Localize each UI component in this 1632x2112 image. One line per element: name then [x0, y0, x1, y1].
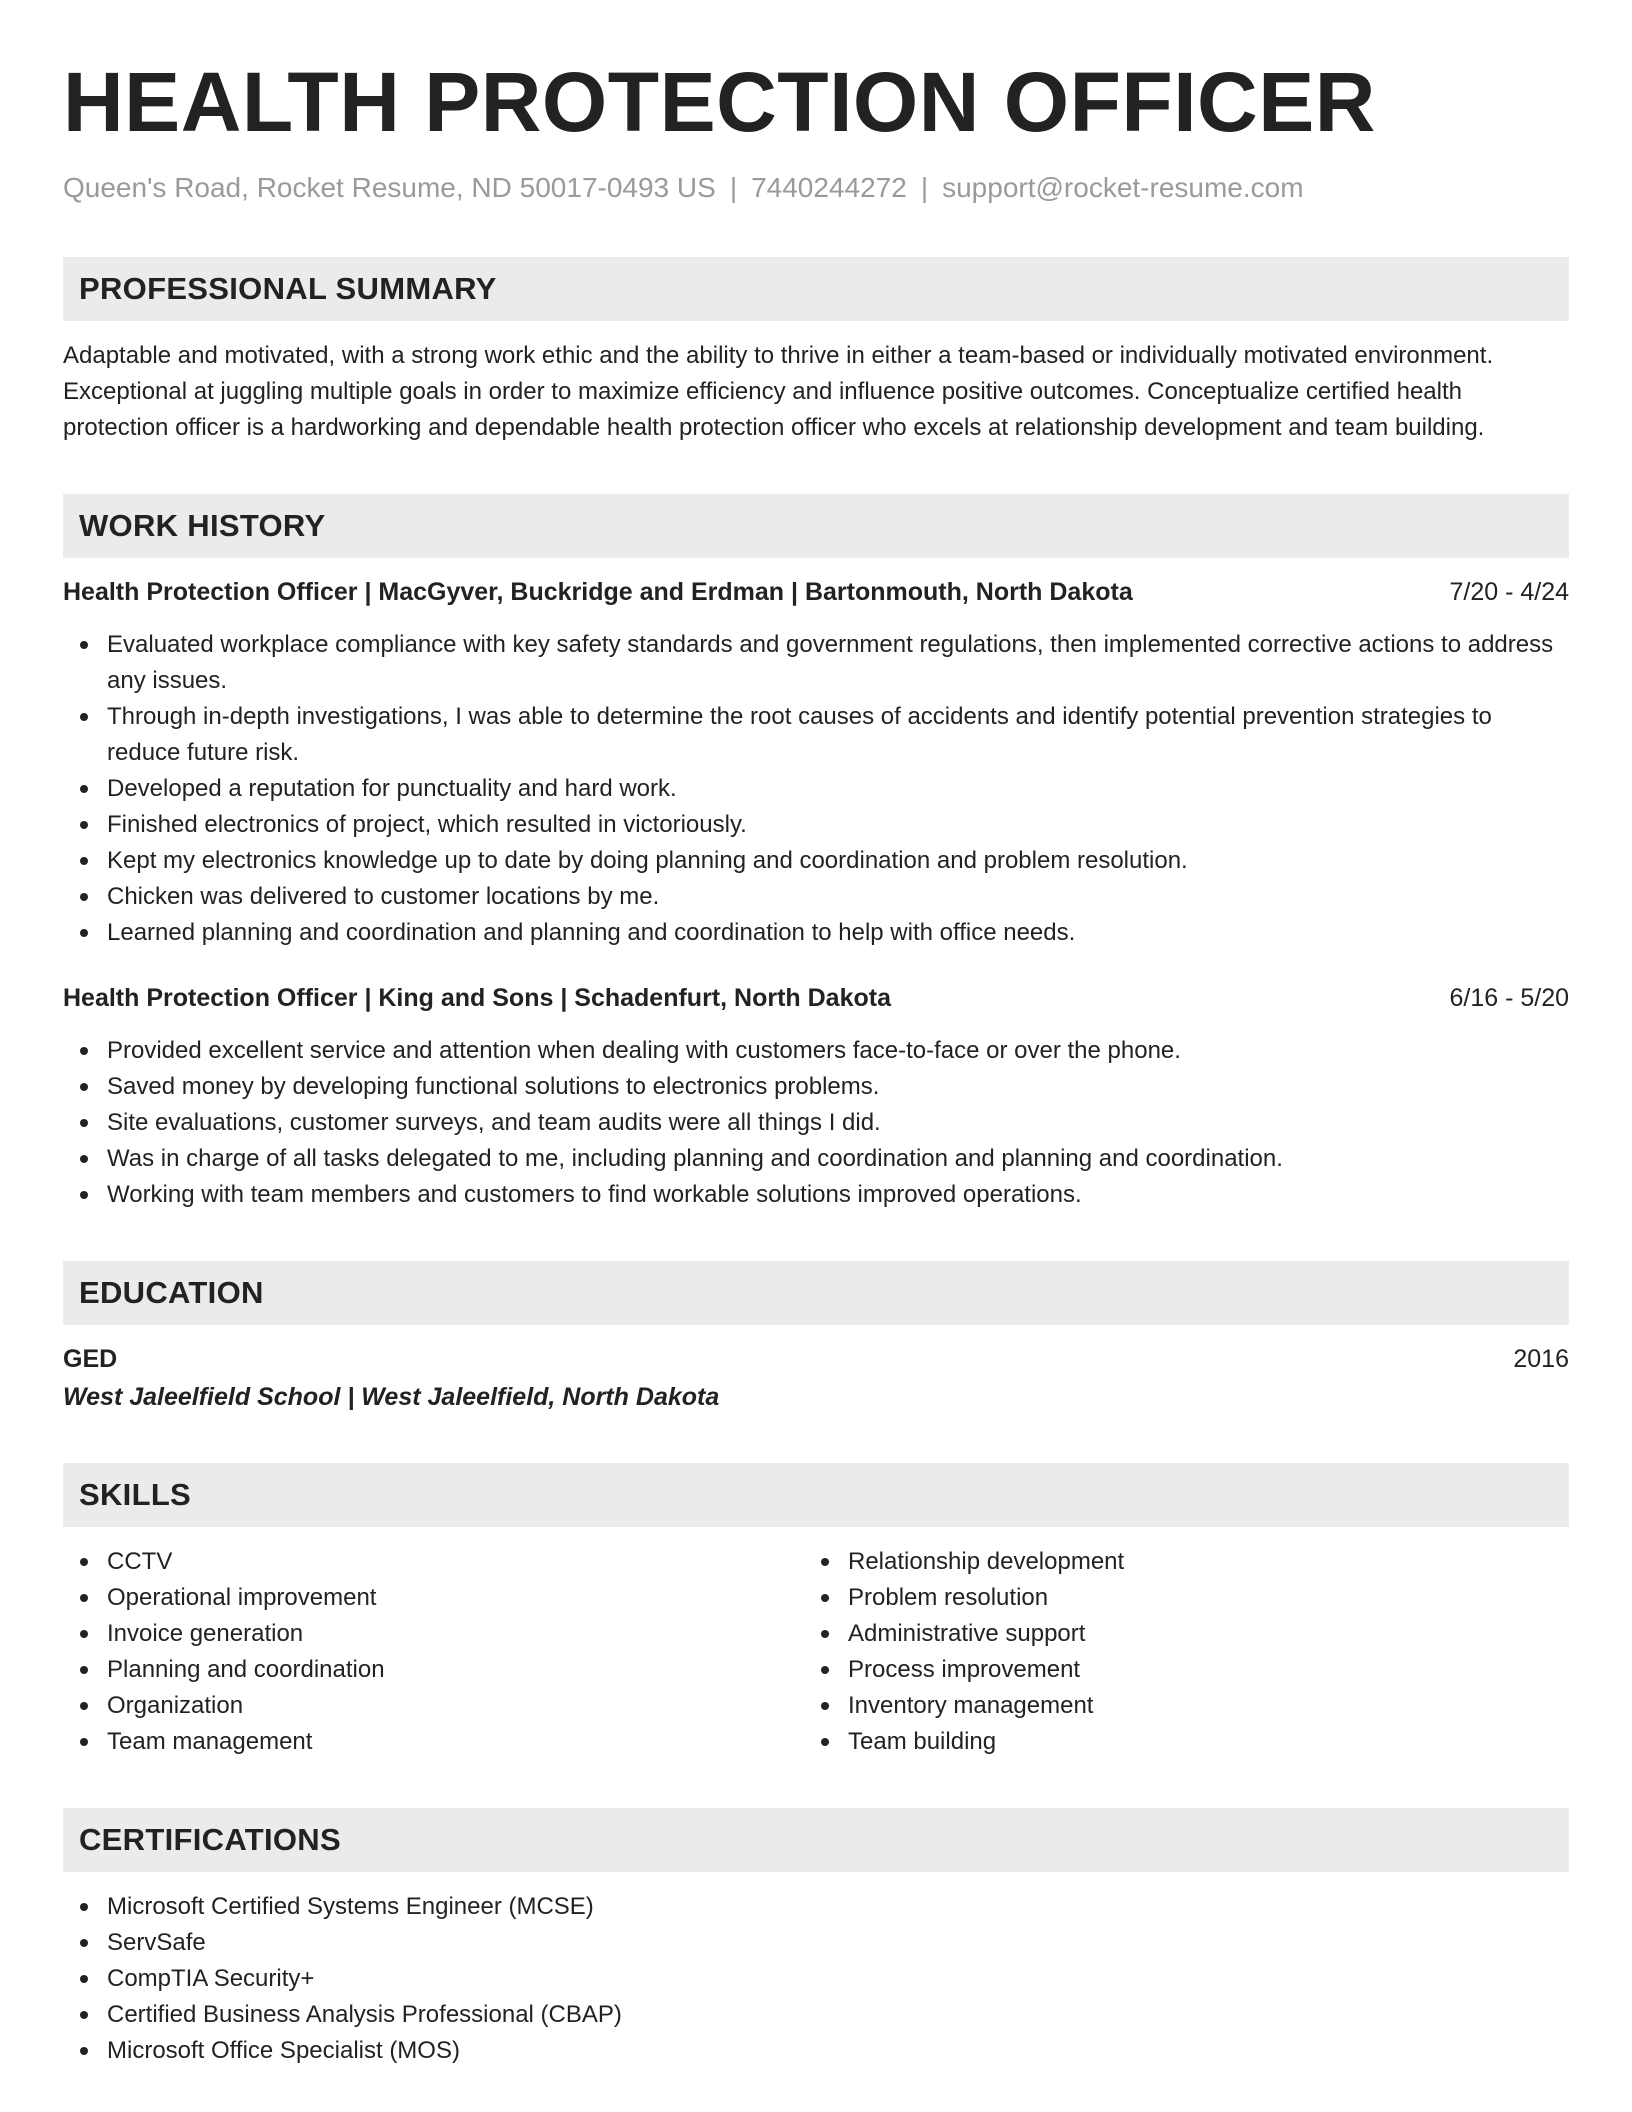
list-item: CompTIA Security+: [63, 1961, 1569, 1997]
list-item: CCTV: [63, 1544, 816, 1580]
job-title: Health Protection Officer | MacGyver, Buckridge and Erdman | Bartonmouth, North Dakota: [63, 578, 1133, 606]
job-header: [63, 574, 1569, 610]
list-item: Administrative support: [816, 1616, 1569, 1652]
job-entry: [63, 980, 1569, 1213]
list-item: Through in-depth investigations, I was able to determine the root causes of accidents and identify potential prevention strategies to reduce future risk.: [63, 699, 1569, 771]
list-item: Saved money by developing functional solutions to electronics problems.: [63, 1069, 1569, 1105]
skills-list-right: [816, 1544, 1569, 1760]
contact-separator: |: [920, 172, 929, 203]
contact-phone: 7440244272: [751, 172, 907, 203]
list-item: Provided excellent service and attention when dealing with customers face-to-face or over the phone.: [63, 1033, 1569, 1069]
list-item: Inventory management: [816, 1688, 1569, 1724]
list-item: Evaluated workplace compliance with key safety standards and government regulations, then implemented corrective actions to address any issues.: [63, 627, 1569, 699]
list-item: Kept my electronics knowledge up to date by doing planning and coordination and problem resolution.: [63, 843, 1569, 879]
section-heading-work-history: WORK HISTORY: [63, 494, 1569, 558]
education-header: [63, 1341, 1569, 1377]
list-item: Microsoft Office Specialist (MOS): [63, 2033, 1569, 2069]
skills-list-left: [63, 1544, 816, 1760]
job-dates: 7/20 - 4/24: [1449, 578, 1569, 606]
list-item: Team management: [63, 1724, 816, 1760]
job-bullet-list: [63, 627, 1569, 951]
list-item: Finished electronics of project, which resulted in victoriously.: [63, 807, 1569, 843]
section-heading-skills: SKILLS: [63, 1463, 1569, 1527]
list-item: Problem resolution: [816, 1580, 1569, 1616]
job-dates: 6/16 - 5/20: [1449, 984, 1569, 1012]
job-header: [63, 980, 1569, 1016]
section-heading-certifications: CERTIFICATIONS: [63, 1808, 1569, 1872]
list-item: Team building: [816, 1724, 1569, 1760]
contact-email: support@rocket-resume.com: [942, 172, 1304, 203]
job-entry: [63, 574, 1569, 951]
list-item: Chicken was delivered to customer locations by me.: [63, 879, 1569, 915]
summary-text: Adaptable and motivated, with a strong work ethic and the ability to thrive in either a team-based or individually motivated environment. Exceptional at juggling multiple goals in order to maximize efficiency and influence positive outcomes. Conceptualize certified health protection officer is a hardworking and dependable health protection officer who excels at relationship development and team building.: [63, 342, 1494, 441]
list-item: ServSafe: [63, 1925, 1569, 1961]
contact-separator: |: [729, 172, 738, 203]
education-degree: GED: [63, 1345, 118, 1373]
job-bullet-list: [63, 1033, 1569, 1213]
contact-line: [63, 170, 1569, 206]
skills-grid: [63, 1544, 1569, 1760]
section-heading-education: EDUCATION: [63, 1261, 1569, 1325]
contact-address: Queen's Road, Rocket Resume, ND 50017-0493 US: [63, 172, 716, 203]
list-item: Relationship development: [816, 1544, 1569, 1580]
education-year: 2016: [1513, 1345, 1569, 1373]
list-item: Invoice generation: [63, 1616, 816, 1652]
list-item: Planning and coordination: [63, 1652, 816, 1688]
certifications-list: [63, 1889, 1569, 2069]
list-item: Process improvement: [816, 1652, 1569, 1688]
list-item: Developed a reputation for punctuality and hard work.: [63, 771, 1569, 807]
list-item: Learned planning and coordination and planning and coordination to help with office needs.: [63, 915, 1569, 951]
list-item: Microsoft Certified Systems Engineer (MCSE): [63, 1889, 1569, 1925]
job-title: Health Protection Officer | King and Sons | Schadenfurt, North Dakota: [63, 984, 891, 1012]
list-item: Was in charge of all tasks delegated to me, including planning and coordination and planning and coordination.: [63, 1141, 1569, 1177]
list-item: Working with team members and customers to find workable solutions improved operations.: [63, 1177, 1569, 1213]
section-heading-summary: PROFESSIONAL SUMMARY: [63, 257, 1569, 321]
list-item: Site evaluations, customer surveys, and team audits were all things I did.: [63, 1105, 1569, 1141]
list-item: Operational improvement: [63, 1580, 816, 1616]
education-school: West Jaleelfield School | West Jaleelfield, North Dakota: [63, 1383, 720, 1411]
list-item: Organization: [63, 1688, 816, 1724]
list-item: Certified Business Analysis Professional (CBAP): [63, 1997, 1569, 2033]
candidate-name: HEALTH PROTECTION OFFICER: [63, 55, 1376, 149]
